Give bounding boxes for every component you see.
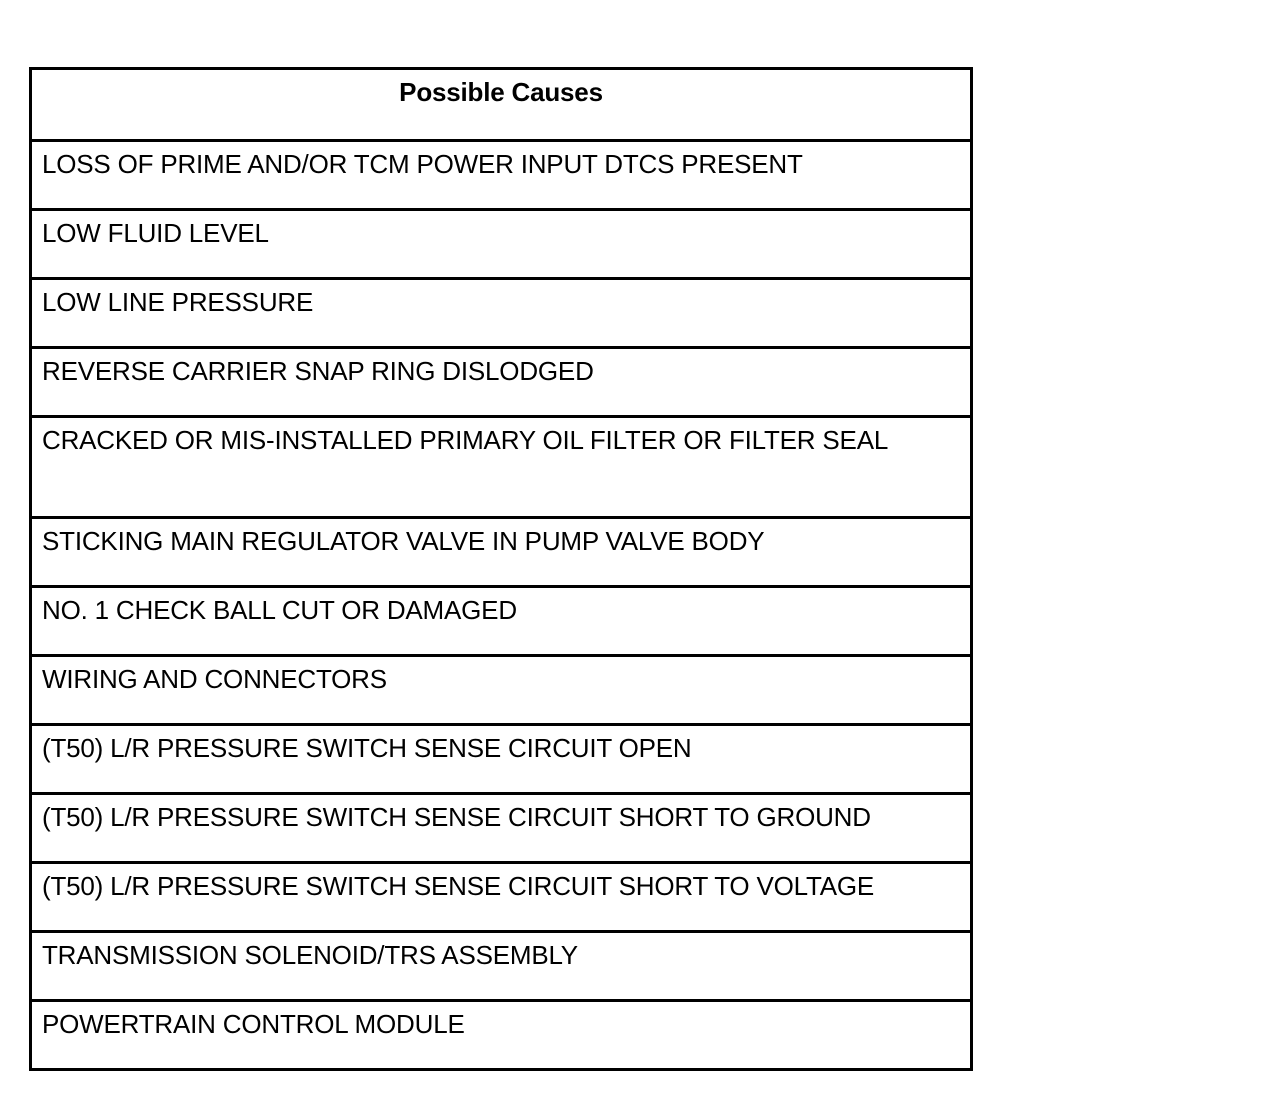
table-row: STICKING MAIN REGULATOR VALVE IN PUMP VALVE BODY	[32, 516, 970, 585]
table-row: POWERTRAIN CONTROL MODULE	[32, 999, 970, 1068]
table-row: LOW FLUID LEVEL	[32, 208, 970, 277]
table-row: (T50) L/R PRESSURE SWITCH SENSE CIRCUIT SHORT TO GROUND	[32, 792, 970, 861]
table-row: LOW LINE PRESSURE	[32, 277, 970, 346]
table-row: WIRING AND CONNECTORS	[32, 654, 970, 723]
table-row: (T50) L/R PRESSURE SWITCH SENSE CIRCUIT OPEN	[32, 723, 970, 792]
table-row: TRANSMISSION SOLENOID/TRS ASSEMBLY	[32, 930, 970, 999]
table-row: NO. 1 CHECK BALL CUT OR DAMAGED	[32, 585, 970, 654]
possible-causes-table	[29, 67, 973, 1071]
table-row: REVERSE CARRIER SNAP RING DISLODGED	[32, 346, 970, 415]
table-row: CRACKED OR MIS-INSTALLED PRIMARY OIL FILTER OR FILTER SEAL	[32, 415, 970, 516]
table-row: LOSS OF PRIME AND/OR TCM POWER INPUT DTCS PRESENT	[32, 139, 970, 208]
table-row: (T50) L/R PRESSURE SWITCH SENSE CIRCUIT SHORT TO VOLTAGE	[32, 861, 970, 930]
table-header: Possible Causes	[399, 77, 603, 107]
